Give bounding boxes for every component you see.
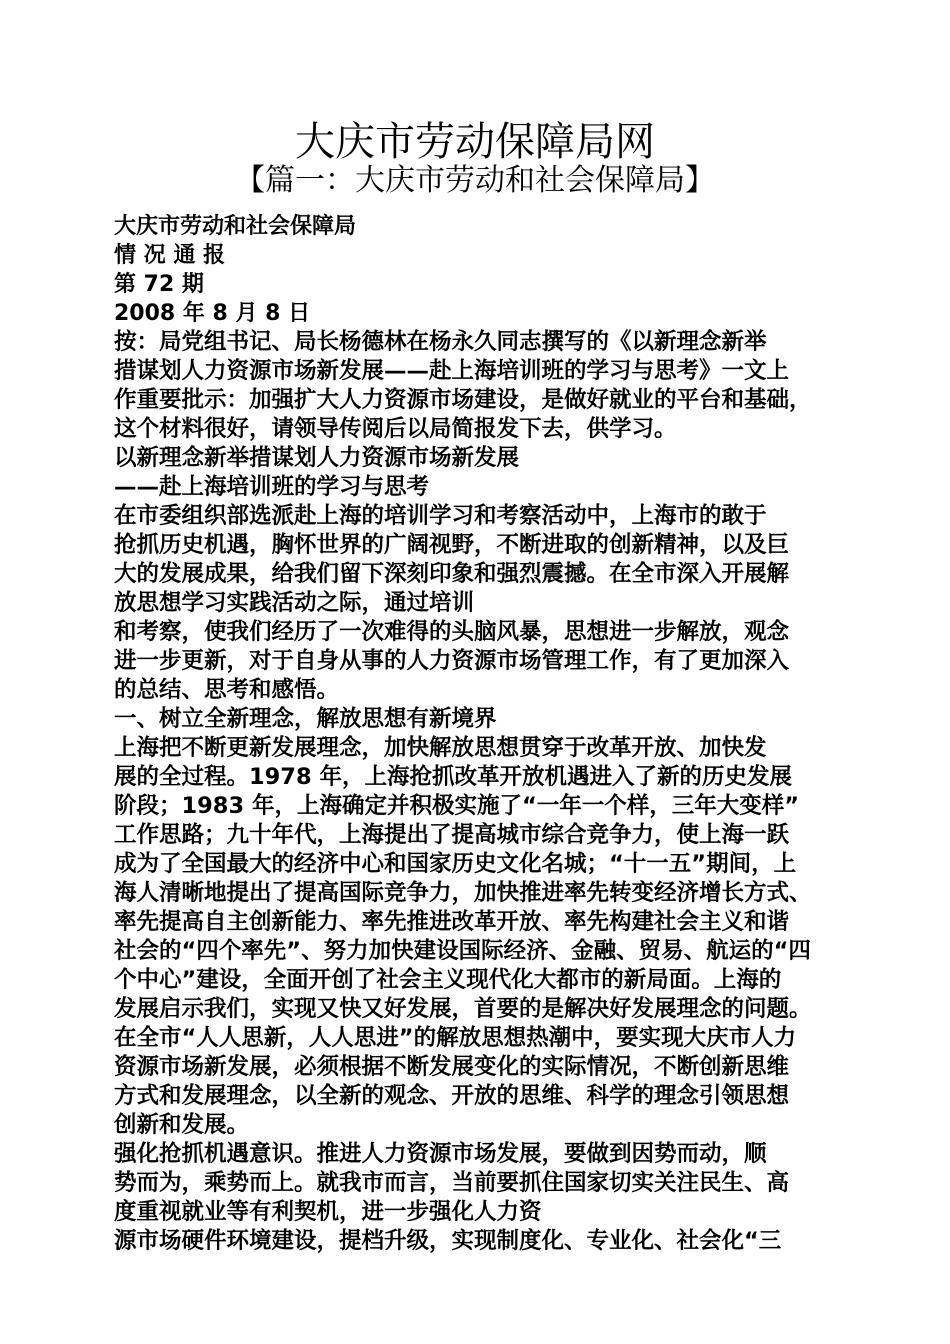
text-line: 势而为，乘势而上。就我市而言，当前要抓住国家切实关注民生、高 <box>114 1170 790 1196</box>
text-line: 率先提高自主创新能力、率先推进改革开放、率先构建社会主义和谐 <box>114 909 790 935</box>
text-line: 放思想学习实践活动之际，通过培训 <box>114 590 475 616</box>
text-line: 和考察，使我们经历了一次难得的头脑风暴，思想进一步解放，观念 <box>114 619 790 645</box>
text-line: 按：局党组书记、局长杨德林在杨永久同志撰写的《以新理念新举 <box>114 329 767 355</box>
text-line: 2008 年 8 月 8 日 <box>114 301 311 326</box>
text-line: 大庆市劳动和社会保障局 <box>114 214 357 239</box>
text-line: 海人清晰地提出了提高国际竞争力，加快推进率先转变经济增长方式、 <box>114 880 812 906</box>
text-line: 方式和发展理念，以全新的观念、开放的思维、科学的理念引领思想 <box>114 1083 790 1109</box>
text-line: 一、树立全新理念，解放思想有新境界 <box>114 706 497 732</box>
text-line: 阶段；1983 年，上海确定并积极实施了“一年一个样，三年大变样” <box>114 793 800 819</box>
document-title: 大庆市劳动保障局网 <box>295 119 655 165</box>
text-line: 进一步更新，对于自身从事的人力资源市场管理工作，有了更加深入 <box>114 648 790 674</box>
text-line: 在市委组织部选派赴上海的培训学习和考察活动中，上海市的敢于 <box>114 503 767 529</box>
text-line: 社会的“四个率先”、努力加快建设国际经济、金融、贸易、航运的“四 <box>114 938 811 964</box>
text-line: 资源市场新发展，必须根据不断发展变化的实际情况，不断创新思维 <box>114 1054 790 1080</box>
text-line: 以新理念新举措谋划人力资源市场新发展 <box>114 445 520 471</box>
text-line: 作重要批示：加强扩大人力资源市场建设，是做好就业的平台和基础， <box>114 387 812 413</box>
text-line: 情 况 通 报 <box>114 243 225 268</box>
text-line: 第 72 期 <box>114 272 204 297</box>
text-line: 措谋划人力资源市场新发展——赴上海培训班的学习与思考》一文上 <box>114 358 790 384</box>
text-line: 个中心”建设，全面开创了社会主义现代化大都市的新局面。上海的 <box>114 967 782 993</box>
text-line: 强化抢抓机遇意识。推进人力资源市场发展，要做到因势而动，顺 <box>114 1141 767 1167</box>
text-line: 源市场硬件环境建设，提档升级，实现制度化、专业化、社会化“三 <box>114 1228 782 1254</box>
text-line: 在全市“人人思新，人人思进”的解放思想热潮中，要实现大庆市人力 <box>114 1025 797 1051</box>
text-line: 工作思路；九十年代，上海提出了提高城市综合竞争力，使上海一跃 <box>114 822 790 848</box>
text-line: 的总结、思考和感悟。 <box>114 677 340 703</box>
document-subtitle: 【篇一：大庆市劳动和社会保障局】 <box>235 163 715 198</box>
text-line: 创新和发展。 <box>114 1112 250 1138</box>
text-line: ——赴上海培训班的学习与思考 <box>114 474 430 500</box>
text-line: 大的发展成果，给我们留下深刻印象和强烈震撼。在全市深入开展解 <box>114 561 790 587</box>
text-line: 度重视就业等有利契机，进一步强化人力资 <box>114 1199 542 1225</box>
text-line: 发展启示我们，实现又快又好发展，首要的是解决好发展理念的问题。 <box>114 996 812 1022</box>
text-line: 这个材料很好，请领导传阅后以局简报发下去，供学习。 <box>114 416 677 442</box>
text-line: 成为了全国最大的经济中心和国家历史文化名城；“十一五”期间，上 <box>114 851 797 877</box>
text-line: 上海把不断更新发展理念，加快解放思想贯穿于改革开放、加快发 <box>114 735 767 761</box>
text-line: 抢抓历史机遇，胸怀世界的广阔视野，不断进取的创新精神，以及巨 <box>114 532 790 558</box>
text-line: 展的全过程。1978 年，上海抢抓改革开放机遇进入了新的历史发展 <box>114 764 792 790</box>
document-body <box>114 212 854 1256</box>
